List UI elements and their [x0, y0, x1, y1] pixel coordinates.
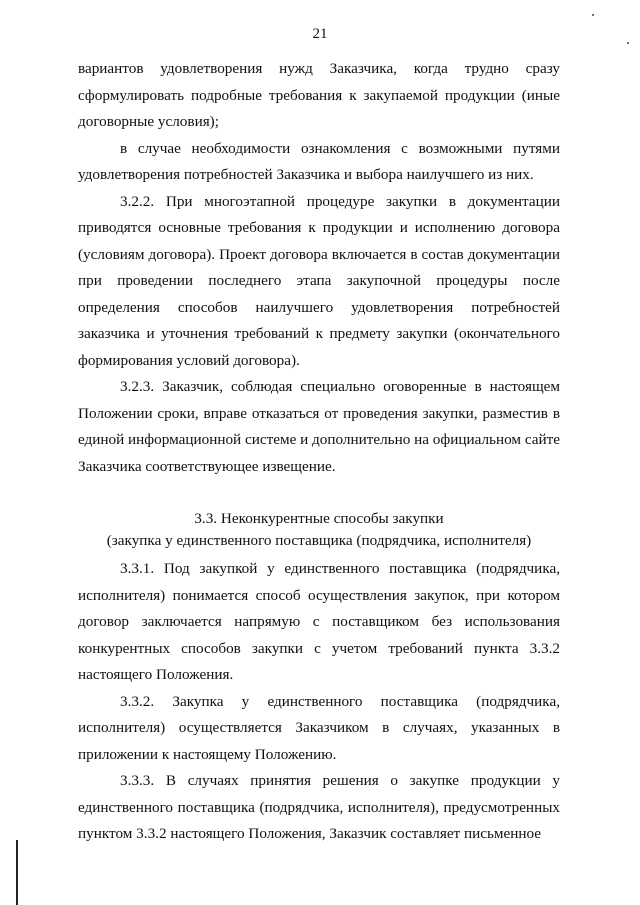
paragraph-continued: вариантов удовлетворения нужд Заказчика, когда трудно сразу сформулировать подробные требования к закупаемой продукции (иные договорные условия);: [78, 60, 560, 130]
section-heading: [78, 508, 560, 552]
paragraph-3-3-3: 3.3.3. В случаях принятия решения о закупке продукции у единственного поставщика (подрядчика, исполнителя), предусмотренных пунктом 3.3.2 настоящего Положения, Заказчик составляет письменное: [78, 772, 560, 842]
page-number: 21: [312, 26, 328, 42]
paragraph-3-3-1: 3.3.1. Под закупкой у единственного поставщика (подрядчика, исполнителя) понимается способ осуществления закупок, при котором договор заключается напрямую с поставщиком без использования конкурентных способов закупки с учетом требований пункта 3.3.2 настоящего Положения.: [78, 560, 560, 683]
document-body: [78, 56, 560, 848]
paragraph-3-3-2: 3.3.2. Закупка у единственного поставщика (подрядчика, исполнителя) осуществляется Заказчиком в случаях, указанных в приложении к настоящему Положению.: [78, 692, 560, 763]
paragraph-3-2-2: 3.2.2. При многоэтапной процедуре закупки в документации приводятся основные требования к продукции и исполнению договора (условиям договора). Проект договора включается в состав документации при проведении последнего этапа закупочной процедуры после определения способов наилучшего удовлетворения потребностей заказчика и уточнения требований к предмету закупки (окончательного формирования условий договора).: [78, 192, 560, 369]
paragraph-3-2-3: 3.2.3. Заказчик, соблюдая специально оговоренные в настоящем Положении сроки, вправе отказаться от проведения закупки, разместив в единой информационной системе и дополнительно на официальном сайте Заказчика соответствующее извещение.: [78, 378, 560, 475]
section-title: 3.3. Неконкурентные способы закупки: [194, 510, 444, 527]
paragraph-bullet-item: в случае необходимости ознакомления с возможными путями удовлетворения потребностей Заказчика и выбора наилучшего из них.: [78, 139, 560, 183]
scan-edge-line: [16, 840, 18, 905]
section-subtitle: (закупка у единственного поставщика (подрядчика, исполнителя): [106, 532, 532, 549]
scan-speck: [592, 14, 594, 16]
